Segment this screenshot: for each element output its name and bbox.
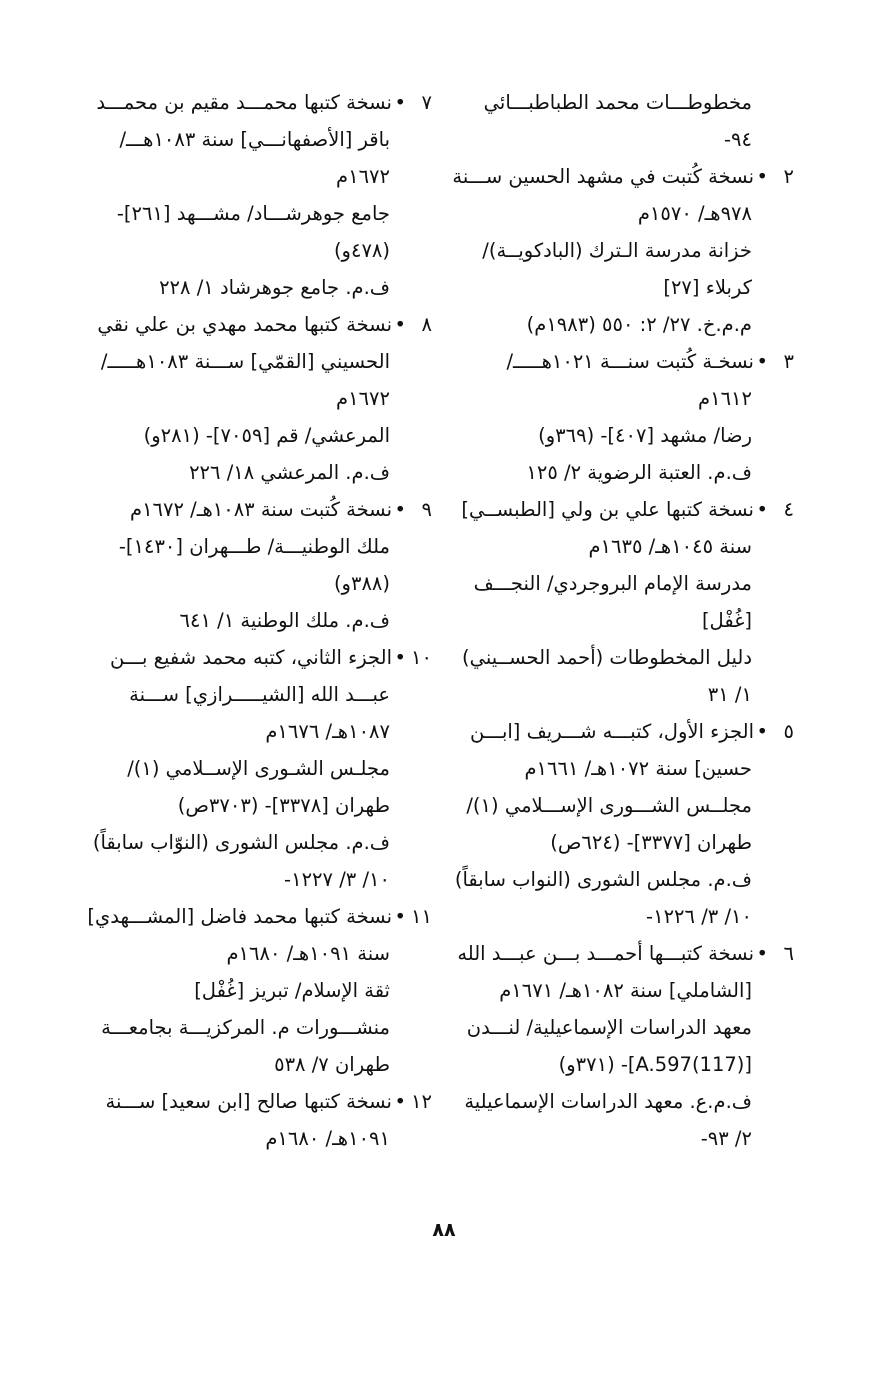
text-line <box>452 602 794 639</box>
entry-number: ٨ <box>421 313 432 336</box>
line-text: نسخة كتبـــها أحمـــد بـــن عبـــد الله <box>457 942 754 965</box>
text-line <box>64 528 432 565</box>
line-text: مجلــس الشـــورى الإســـلامي (١)/ <box>466 794 752 817</box>
bullet-icon: • <box>394 91 406 114</box>
text-line <box>452 1046 794 1083</box>
line-text: خزانة مدرسة الـترك (البادكويــة)/ <box>482 239 752 262</box>
line-text: ٩٤- <box>724 128 752 151</box>
line-text: (٣٨٨و) <box>333 572 390 595</box>
entry-number: ١١ <box>411 905 432 928</box>
line-text: ١٠/ ٣/ ١٢٢٧- <box>284 868 390 891</box>
bullet-icon: • <box>394 498 406 521</box>
line-text: ٢/ ٩٣- <box>700 1127 752 1150</box>
text-line <box>64 158 432 195</box>
line-text: معهد الدراسات الإسماعيلية/ لنـــدن <box>466 1016 752 1039</box>
entry-number: ١٠ <box>411 646 432 669</box>
line-text: ٩٧٨هـ/ ١٥٧٠م <box>637 202 752 225</box>
text-line <box>452 380 794 417</box>
line-text: طهران [٣٣٧٧]- (٦٢٤ص) <box>550 831 752 854</box>
line-text: منشـــورات م. المركزيـــة بجامعـــة <box>101 1016 390 1039</box>
line-text: (٤٧٨و) <box>333 239 390 262</box>
text-line <box>64 306 432 343</box>
text-line <box>452 713 794 750</box>
line-text: ف.م. العتبة الرضوية ٢/ ١٢٥ <box>526 461 752 484</box>
line-text: الجزء الثاني، كتبه محمد شفيع بـــن <box>110 646 392 669</box>
text-line <box>452 306 794 343</box>
line-text: ١٦٧٢م <box>336 387 390 410</box>
text-line <box>452 787 794 824</box>
line-text: نسخة كتبها محمد فاضل [المشـــهدي] <box>87 905 392 928</box>
text-line <box>64 491 432 528</box>
entry-number: ٥ <box>783 720 794 743</box>
line-text: رضا/ مشهد [٤٠٧]- (٣٦٩و) <box>538 424 752 447</box>
line-text: ١٠٩١هـ/ ١٦٨٠م <box>265 1127 390 1150</box>
line-text: مجلـس الشـورى الإســلامي (١)/ <box>127 757 390 780</box>
line-text: [(117)A.597]- (٣٧١و) <box>558 1053 752 1076</box>
text-line <box>452 84 794 121</box>
line-text: ف.م. المرعشي ١٨/ ٢٢٦ <box>189 461 390 484</box>
text-line <box>64 269 432 306</box>
line-text: [غُفْل] <box>701 609 752 632</box>
text-line <box>452 972 794 1009</box>
text-line <box>64 972 432 1009</box>
text-line <box>452 1120 794 1157</box>
text-line <box>452 1009 794 1046</box>
text-line <box>452 528 794 565</box>
line-text: نسخـة كُتبت سنـــة ١٠٢١هـــــ/ <box>506 350 754 373</box>
bullet-icon: • <box>394 313 406 336</box>
text-line <box>452 639 794 676</box>
text-line <box>452 158 794 195</box>
entry-number: ٩ <box>421 498 432 521</box>
line-text: [الشاملي] سنة ١٠٨٢هـ/ ١٦٧١م <box>499 979 752 1002</box>
text-line <box>64 787 432 824</box>
line-text: ١٦٧٢م <box>336 165 390 188</box>
line-text: دليل المخطوطات (أحمد الحســيني) <box>462 646 752 669</box>
line-text: م.م.خ. ٢٧/ ٢: ٥٥٠ (١٩٨٣م) <box>526 313 752 336</box>
text-line <box>64 380 432 417</box>
entry-number: ٤ <box>783 498 794 521</box>
text-line <box>452 824 794 861</box>
text-line <box>452 454 794 491</box>
text-line <box>64 84 432 121</box>
line-text: ثقة الإسلام/ تبريز [غُفْل] <box>194 979 390 1002</box>
line-text: طهران ٧/ ٥٣٨ <box>274 1053 390 1076</box>
text-line <box>452 565 794 602</box>
line-text: ملك الوطنيـــة/ طـــهران [١٤٣٠]- <box>118 535 390 558</box>
line-text: ف.م. جامع جوهرشاد ١/ ٢٢٨ <box>159 276 390 299</box>
line-text: جامع جوهرشـــاد/ مشـــهد [٢٦١]- <box>116 202 390 225</box>
text-line <box>452 121 794 158</box>
entry-number: ١٢ <box>411 1090 432 1113</box>
entry-number: ٣ <box>783 350 794 373</box>
line-text: ١٠٨٧هـ/ ١٦٧٦م <box>265 720 390 743</box>
text-line <box>64 639 432 676</box>
text-line <box>64 1046 432 1083</box>
line-text: نسخة كتبها صالح [ابن سعيد] ســـنة <box>105 1090 392 1113</box>
line-text: ١/ ٣١ <box>707 683 752 706</box>
line-text: ف.م. مجلس الشورى (النوّاب سابقاً) <box>92 831 390 854</box>
page-number: ٨٨ <box>432 1219 456 1241</box>
text-line <box>64 1083 432 1120</box>
text-line <box>64 935 432 972</box>
text-line <box>64 417 432 454</box>
line-text: عبـــد الله [الشيـــــرازي] ســـنة <box>129 683 390 706</box>
text-line <box>64 454 432 491</box>
left-column <box>64 84 432 1157</box>
line-text: كربلاء [٢٧] <box>663 276 752 299</box>
text-line <box>64 898 432 935</box>
line-text: الجزء الأول، كتبـــه شـــريف [ابـــن <box>469 720 754 743</box>
bullet-icon: • <box>394 646 406 669</box>
line-text: سنة ١٠٤٥هـ/ ١٦٣٥م <box>588 535 752 558</box>
text-line <box>64 343 432 380</box>
line-text: المرعشي/ قم [٧٠٥٩]- (٢٨١و) <box>143 424 390 447</box>
line-text: مخطوطـــات محمد الطباطبـــائي <box>483 91 752 114</box>
text-line <box>64 713 432 750</box>
text-line <box>64 1009 432 1046</box>
bullet-icon: • <box>756 720 768 743</box>
text-line <box>64 824 432 861</box>
entry-number: ٧ <box>421 91 432 114</box>
text-line <box>452 1083 794 1120</box>
line-text: ١٦١٢م <box>698 387 752 410</box>
text-line <box>452 861 794 898</box>
line-text: ف.م. ملك الوطنية ١/ ٦٤١ <box>179 609 390 632</box>
bullet-icon: • <box>756 498 768 521</box>
line-text: باقر [الأصفهانـــي] سنة ١٠٨٣هـــ/ <box>119 128 390 151</box>
line-text: ف.م. مجلس الشورى (النواب سابقاً) <box>454 868 752 891</box>
text-line <box>64 1120 432 1157</box>
right-column <box>452 84 794 1157</box>
text-line <box>452 676 794 713</box>
text-line <box>64 195 432 232</box>
text-line <box>452 232 794 269</box>
line-text: مدرسة الإمام البروجردي/ النجـــف <box>473 572 752 595</box>
bullet-icon: • <box>394 1090 406 1113</box>
text-line <box>64 750 432 787</box>
bullet-icon: • <box>756 942 768 965</box>
text-line <box>64 565 432 602</box>
bullet-icon: • <box>394 905 406 928</box>
line-text: نسخة كتبها محمـــد مقيم بن محمـــد <box>96 91 392 114</box>
text-line <box>64 861 432 898</box>
text-line <box>452 343 794 380</box>
text-line <box>452 269 794 306</box>
text-line <box>452 935 794 972</box>
entry-number: ٢ <box>783 165 794 188</box>
bullet-icon: • <box>756 350 768 373</box>
text-line <box>64 602 432 639</box>
text-line <box>452 750 794 787</box>
text-line <box>452 417 794 454</box>
text-line <box>64 676 432 713</box>
bullet-icon: • <box>756 165 768 188</box>
text-line <box>452 195 794 232</box>
line-text: حسين] سنة ١٠٧٢هـ/ ١٦٦١م <box>524 757 752 780</box>
line-text: نسخة كُتبت في مشهد الحسين ســـنة <box>452 165 754 188</box>
line-text: ف.م.ع. معهد الدراسات الإسماعيلية <box>464 1090 752 1113</box>
line-text: نسخة كُتبت سنة ١٠٨٣هـ/ ١٦٧٢م <box>130 498 392 521</box>
line-text: نسخة كتبها محمد مهدي بن علي نقي <box>97 313 392 336</box>
entry-number: ٦ <box>783 942 794 965</box>
text-line <box>452 491 794 528</box>
line-text: سنة ١٠٩١هـ/ ١٦٨٠م <box>226 942 390 965</box>
text-line <box>452 898 794 935</box>
text-line <box>64 121 432 158</box>
text-line <box>64 232 432 269</box>
line-text: الحسيني [القمّي] ســـنة ١٠٨٣هـــــ/ <box>100 350 390 373</box>
line-text: ١٠/ ٣/ ١٢٢٦- <box>646 905 752 928</box>
line-text: نسخة كتبها علي بن ولي [الطبســي] <box>461 498 754 521</box>
line-text: طهران [٣٣٧٨]- (٣٧٠٣ص) <box>177 794 390 817</box>
